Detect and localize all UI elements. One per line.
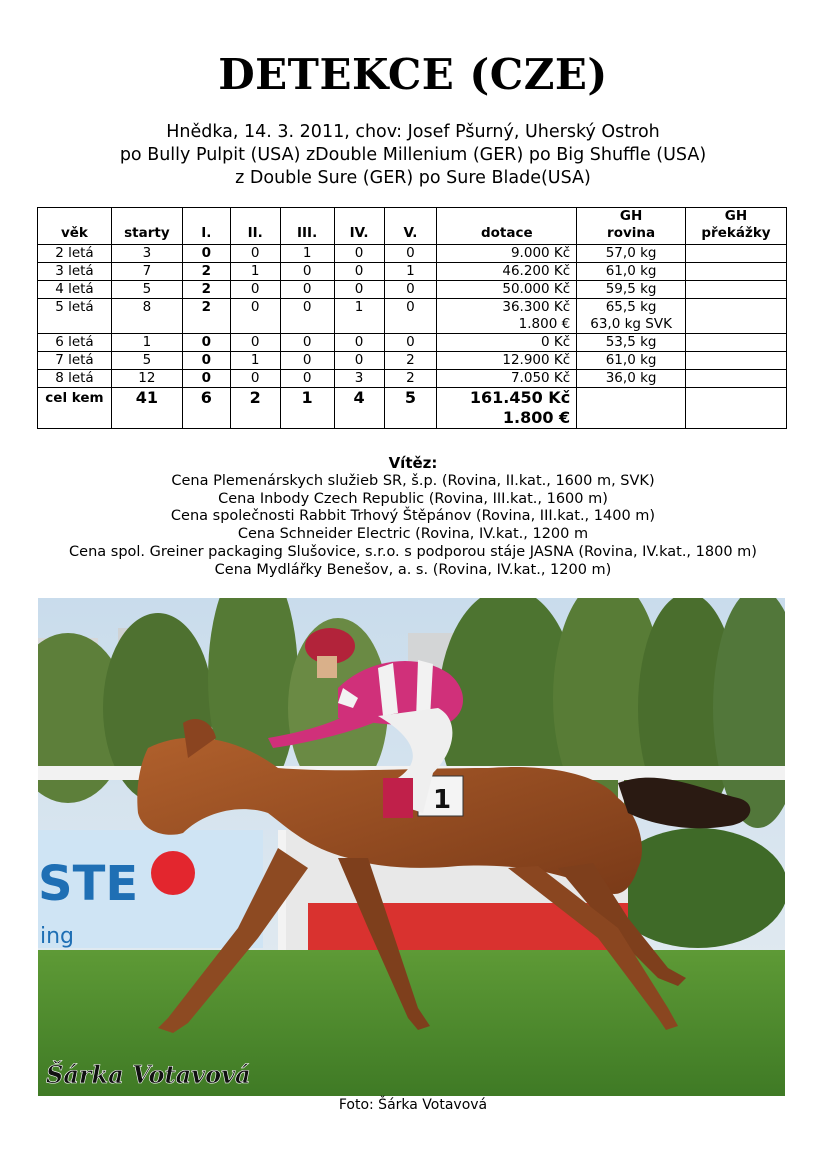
total-gh-jump [686, 388, 787, 429]
race-list [0, 473, 826, 580]
header-starts: starty [111, 208, 182, 245]
row-first: 0 [182, 352, 230, 370]
row-fourth: 1 [334, 299, 384, 334]
prize-czk: 50.000 Kč [502, 281, 571, 297]
gh-value: 57,0 kg [605, 245, 657, 261]
banner-text: STE [38, 856, 139, 912]
row-age: 4 letá [38, 281, 112, 299]
row-age: 5 letá [38, 299, 112, 334]
table-row [38, 245, 787, 263]
row-prize [437, 352, 577, 370]
row-prize [437, 245, 577, 263]
race-photo [38, 598, 785, 1096]
row-gh-flat [577, 281, 686, 299]
row-starts: 12 [111, 370, 182, 388]
header-prize: dotace [437, 208, 577, 245]
row-starts: 3 [111, 245, 182, 263]
row-fourth: 3 [334, 370, 384, 388]
prize-eur: 1.800 € [518, 316, 571, 332]
row-gh-flat [577, 334, 686, 352]
row-second: 0 [230, 334, 280, 352]
total-fourth: 4 [334, 388, 384, 429]
photo-caption: Foto: Šárka Votavová [338, 1097, 488, 1113]
row-fourth: 0 [334, 334, 384, 352]
row-first: 0 [182, 245, 230, 263]
row-age: 8 letá [38, 370, 112, 388]
row-gh-flat [577, 370, 686, 388]
row-fifth: 0 [384, 299, 437, 334]
prize-czk: 9.000 Kč [510, 245, 571, 261]
total-starts: 41 [111, 388, 182, 429]
prize-czk: 12.900 Kč [502, 352, 571, 368]
row-first: 0 [182, 334, 230, 352]
document-title: DETEKCE (CZE) [218, 50, 608, 99]
total-fifth: 5 [384, 388, 437, 429]
row-fourth: 0 [334, 263, 384, 281]
row-fifth: 0 [384, 334, 437, 352]
row-fourth: 0 [334, 245, 384, 263]
row-starts: 1 [111, 334, 182, 352]
row-gh-flat [577, 263, 686, 281]
gh-value: 61,0 kg [605, 352, 657, 368]
row-second: 1 [230, 352, 280, 370]
total-prize-eur: 1.800 € [502, 408, 571, 427]
row-fifth: 2 [384, 370, 437, 388]
prize-czk: 46.200 Kč [502, 263, 571, 279]
table-row [38, 334, 787, 352]
table-row [38, 281, 787, 299]
photographer-signature: Šárka Votavová [46, 1060, 251, 1089]
row-third: 1 [280, 245, 334, 263]
row-starts: 5 [111, 281, 182, 299]
row-second: 0 [230, 245, 280, 263]
total-prize [437, 388, 577, 429]
row-starts: 5 [111, 352, 182, 370]
saddle-number: 1 [433, 785, 452, 815]
gh-value: 61,0 kg [605, 263, 657, 279]
row-age: 2 letá [38, 245, 112, 263]
row-gh-jump [686, 245, 787, 263]
row-gh-jump [686, 281, 787, 299]
race-item: Cena společnosti Rabbit Trhový Štěpánov (Rovina, III.kat., 1400 m) [170, 508, 656, 525]
race-item: Cena Plemenárskych služieb SR, š.p. (Rovina, II.kat., 1600 m, SVK) [171, 472, 655, 489]
table-row [38, 352, 787, 370]
row-third: 0 [280, 299, 334, 334]
row-gh-flat [577, 352, 686, 370]
race-item: Cena spol. Greiner packaging Slušovice, s.r.o. s podporou stáje JASNA (Rovina, IV.kat., 1800 m) [69, 543, 757, 560]
career-stats-table [37, 207, 787, 429]
horse-racing-photo [38, 598, 785, 1096]
row-fourth: 0 [334, 352, 384, 370]
row-gh-jump [686, 370, 787, 388]
bank-logo [151, 851, 195, 895]
row-gh-flat [577, 245, 686, 263]
row-age: 7 letá [38, 352, 112, 370]
banner-subtext: ing [40, 924, 75, 949]
row-fifth: 0 [384, 281, 437, 299]
gh-value: 53,5 kg [605, 334, 657, 350]
row-second: 1 [230, 263, 280, 281]
table-header-row [38, 208, 787, 245]
row-third: 0 [280, 370, 334, 388]
row-first: 2 [182, 281, 230, 299]
header-fourth: IV. [334, 208, 384, 245]
row-gh-jump [686, 352, 787, 370]
total-row [38, 388, 787, 429]
pedigree-line-3: z Double Sure (GER) po Sure Blade(USA) [235, 168, 591, 188]
winner-heading: Vítěz: [388, 454, 438, 472]
row-fifth: 1 [384, 263, 437, 281]
race-item: Cena Schneider Electric (Rovina, IV.kat., 1200 m [237, 526, 589, 543]
row-gh-jump [686, 334, 787, 352]
table-row [38, 263, 787, 281]
prize-czk: 7.050 Kč [510, 370, 571, 386]
prize-czk: 0 Kč [541, 334, 571, 350]
row-second: 0 [230, 370, 280, 388]
row-prize [437, 299, 577, 334]
row-prize [437, 334, 577, 352]
pedigree-info [0, 121, 826, 190]
table-row [38, 370, 787, 388]
row-second: 0 [230, 281, 280, 299]
header-fifth: V. [384, 208, 437, 245]
row-third: 0 [280, 334, 334, 352]
header-gh-jump: GH překážky [686, 208, 787, 245]
total-gh-flat [577, 388, 686, 429]
header-age: věk [38, 208, 112, 245]
row-second: 0 [230, 299, 280, 334]
row-third: 0 [280, 263, 334, 281]
row-age: 6 letá [38, 334, 112, 352]
gh-value: 63,0 kg SVK [590, 316, 672, 332]
row-starts: 7 [111, 263, 182, 281]
row-fifth: 2 [384, 352, 437, 370]
row-prize [437, 263, 577, 281]
total-second: 2 [230, 388, 280, 429]
row-first: 2 [182, 299, 230, 334]
row-fifth: 0 [384, 245, 437, 263]
header-gh-flat: GH rovina [577, 208, 686, 245]
row-gh-jump [686, 263, 787, 281]
gh-value: 65,5 kg [605, 299, 657, 315]
row-fourth: 0 [334, 281, 384, 299]
row-prize [437, 370, 577, 388]
gh-value: 59,5 kg [605, 281, 657, 297]
row-prize [437, 281, 577, 299]
row-starts: 8 [111, 299, 182, 334]
row-third: 0 [280, 281, 334, 299]
row-gh-jump [686, 299, 787, 334]
header-third: III. [280, 208, 334, 245]
prize-czk: 36.300 Kč [502, 299, 571, 315]
row-third: 0 [280, 352, 334, 370]
total-label: cel kem [38, 388, 112, 429]
pedigree-line-1: Hnědka, 14. 3. 2011, chov: Josef Pšurný, Uherský Ostroh [166, 122, 660, 142]
row-age: 3 letá [38, 263, 112, 281]
total-first: 6 [182, 388, 230, 429]
row-first: 2 [182, 263, 230, 281]
table-row [38, 299, 787, 334]
race-item: Cena Inbody Czech Republic (Rovina, III.kat., 1600 m) [218, 490, 608, 507]
gh-value: 36,0 kg [605, 370, 657, 386]
total-third: 1 [280, 388, 334, 429]
row-first: 0 [182, 370, 230, 388]
total-prize-czk: 161.450 Kč [469, 388, 571, 407]
winner-section [0, 455, 826, 580]
race-item: Cena Mydlářky Benešov, a. s. (Rovina, IV.kat., 1200 m) [214, 561, 612, 578]
row-gh-flat [577, 299, 686, 334]
header-second: II. [230, 208, 280, 245]
header-first: I. [182, 208, 230, 245]
pedigree-line-2: po Bully Pulpit (USA) zDouble Millenium (GER) po Big Shuffle (USA) [119, 145, 707, 165]
